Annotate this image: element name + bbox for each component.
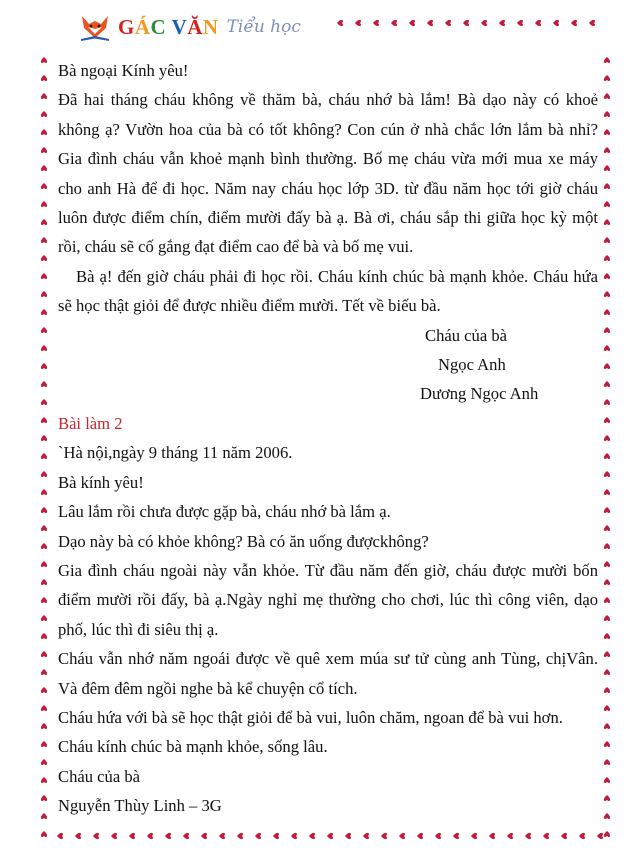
heart-border-mark [41, 291, 47, 297]
heart-border-mark [604, 255, 610, 261]
heart-border-mark [373, 20, 379, 26]
letter2-line-3: Gia đình cháu ngoài này vẫn khỏe. Từ đầu năm đến giờ, cháu được mười bốn điểm mười rồi đấy, bà ạ.Ngày nghỉ mẹ thường cho chơi, lúc thì công viên, dạo phố, lúc thì đi siêu thị ạ. [58, 560, 598, 639]
heart-border-mark [471, 833, 477, 839]
heart-border-mark [604, 183, 610, 189]
section-heading: Bài làm 2 [58, 413, 123, 433]
heart-border-mark [41, 489, 47, 495]
heart-border-mark [604, 345, 610, 351]
heart-border-mark [604, 723, 610, 729]
heart-border-mark [553, 20, 559, 26]
heart-border-mark [579, 833, 585, 839]
heart-border-mark [41, 579, 47, 585]
heart-border-mark [41, 399, 47, 405]
heart-border-mark [604, 111, 610, 117]
heart-border-mark [41, 777, 47, 783]
heart-border-mark [41, 543, 47, 549]
heart-border-mark [41, 813, 47, 819]
heart-border-mark [604, 201, 610, 207]
heart-border-mark [345, 833, 351, 839]
letter1-sign-line-2: Ngọc Anh [438, 355, 506, 375]
heart-border-mark [41, 237, 47, 243]
heart-border-mark [604, 597, 610, 603]
heart-border-mark [41, 507, 47, 513]
heart-border-mark [41, 327, 47, 333]
heart-border-mark [165, 833, 171, 839]
heart-border-mark [41, 201, 47, 207]
heart-border-mark [41, 111, 47, 117]
heart-border-mark [417, 833, 423, 839]
heart-border-mark [604, 57, 610, 63]
heart-border-mark [481, 20, 487, 26]
heart-border-mark [41, 381, 47, 387]
heart-border-mark [93, 833, 99, 839]
heart-border-mark [41, 165, 47, 171]
heart-border-mark [604, 741, 610, 747]
heart-border-mark [604, 327, 610, 333]
heart-border-mark [41, 93, 47, 99]
letter2-salutation: Bà kính yêu! [58, 472, 144, 492]
heart-border-mark [255, 833, 261, 839]
heart-border-mark [427, 20, 433, 26]
heart-border-mark [561, 833, 567, 839]
heart-border-mark [409, 20, 415, 26]
heart-border-mark [589, 20, 595, 26]
heart-border-mark [604, 147, 610, 153]
heart-border-mark [445, 20, 451, 26]
heart-border-mark [41, 309, 47, 315]
heart-border-mark [291, 833, 297, 839]
heart-border-mark [273, 833, 279, 839]
letter2-line-5: Cháu hứa với bà sẽ học thật giỏi để bà vui, luôn chăm, ngoan để bà vui hơn. [58, 707, 563, 727]
heart-border-mark [435, 833, 441, 839]
heart-border-mark [604, 273, 610, 279]
brand-name: GÁC VĂN [118, 14, 219, 39]
heart-border-mark [41, 363, 47, 369]
letter1-paragraph-1: Đã hai tháng cháu không về thăm bà, cháu nhớ bà lắm! Bà dạo này có khoẻ không ạ? Vườn hoa của bà có tốt không? Con cún ở nhà chắc lớn lắm bà nhỉ? Gia đình cháu vẫn khoẻ mạnh bình thường. Bố mẹ cháu vừa mới mua xe máy cho anh Hà để đi học. Năm nay cháu học lớp 3D. từ đầu năm học tới giờ cháu luôn được điểm chín, điểm mười đấy bà ạ. Bà ơi, cháu sắp thi giữa học kỳ một rồi, cháu sẽ cố gắng đạt điểm cao để bà và bố mẹ vui. [58, 90, 598, 257]
heart-border-mark [363, 833, 369, 839]
heart-border-mark [41, 669, 47, 675]
heart-border-mark [399, 833, 405, 839]
heart-border-mark [604, 219, 610, 225]
heart-border-mark [41, 183, 47, 189]
letter2-sign-line-1: Cháu của bà [58, 766, 141, 786]
letter2-date: `Hà nội,ngày 9 tháng 11 năm 2006. [58, 443, 293, 463]
heart-border-mark [355, 20, 361, 26]
heart-border-mark [604, 795, 610, 801]
letter2-line-6: Cháu kính chúc bà mạnh khỏe, sống lâu. [58, 737, 328, 757]
heart-border-mark [604, 399, 610, 405]
heart-border-mark [75, 833, 81, 839]
heart-border-mark [41, 723, 47, 729]
heart-border-mark [604, 561, 610, 567]
heart-border-mark [604, 813, 610, 819]
heart-border-mark [41, 129, 47, 135]
heart-border-mark [604, 417, 610, 423]
heart-border-mark [604, 309, 610, 315]
heart-border-mark [337, 20, 343, 26]
letter1-salutation: Bà ngoại Kính yêu! [58, 61, 189, 80]
heart-border-mark [604, 651, 610, 657]
heart-border-mark [604, 507, 610, 513]
heart-border-mark [604, 363, 610, 369]
letter2-line-1: Lâu lắm rồi chưa được gặp bà, cháu nhớ bà lắm ạ. [58, 502, 391, 522]
heart-border-mark [604, 237, 610, 243]
heart-border-mark [507, 833, 513, 839]
heart-border-mark [604, 291, 610, 297]
heart-border-mark [41, 651, 47, 657]
heart-border-mark [604, 129, 610, 135]
heart-border-mark [41, 831, 47, 837]
heart-border-mark [604, 615, 610, 621]
heart-border-mark [57, 833, 63, 839]
heart-border-mark [604, 453, 610, 459]
heart-border-mark [237, 833, 243, 839]
heart-border-mark [453, 833, 459, 839]
heart-border-mark [41, 705, 47, 711]
letter2-line-2: Dạo này bà có khỏe không? Bà có ăn uống đượckhông? [58, 531, 429, 551]
document-body [58, 56, 598, 821]
heart-border-mark [219, 833, 225, 839]
heart-border-mark [604, 687, 610, 693]
heart-border-mark [41, 255, 47, 261]
heart-border-mark [604, 633, 610, 639]
letter1-sign-line-3: Dương Ngọc Anh [420, 384, 539, 404]
heart-border-mark [41, 561, 47, 567]
heart-border-mark [41, 471, 47, 477]
heart-border-mark [543, 833, 549, 839]
letter1-paragraph-2: Bà ạ! đến giờ cháu phải đi học rồi. Cháu kính chúc bà mạnh khỏe. Cháu hứa sẽ học thật giỏi để được nhiều điểm mười. Tết về biếu bà. [58, 266, 598, 316]
heart-border-mark [309, 833, 315, 839]
heart-border-mark [41, 687, 47, 693]
heart-border-mark [604, 75, 610, 81]
heart-border-mark [391, 20, 397, 26]
heart-border-mark [604, 489, 610, 495]
heart-border-mark [129, 833, 135, 839]
heart-border-mark [604, 525, 610, 531]
brand-subtitle: Tiểu học [226, 17, 301, 37]
heart-border-mark [327, 833, 333, 839]
heart-border-mark [41, 147, 47, 153]
heart-border-mark [604, 435, 610, 441]
heart-border-mark [41, 435, 47, 441]
heart-border-mark [604, 165, 610, 171]
heart-border-mark [604, 831, 610, 837]
heart-border-mark [41, 597, 47, 603]
letter2-sign-line-2: Nguyễn Thùy Linh – 3G [58, 796, 222, 816]
fox-book-icon [78, 12, 112, 42]
heart-border-mark [41, 219, 47, 225]
letter1-sign-line-1: Cháu của bà [425, 325, 508, 345]
heart-border-mark [41, 759, 47, 765]
heart-border-mark [604, 93, 610, 99]
heart-border-mark [41, 345, 47, 351]
heart-border-mark [41, 417, 47, 423]
letter2-line-4: Cháu vẫn nhớ năm ngoái được về quê xem múa sư tử cùng anh Tùng, chịVân. Và đêm đêm ngồi nghe bà kể chuyện cổ tích. [58, 649, 598, 698]
heart-border-mark [604, 669, 610, 675]
heart-border-mark [41, 453, 47, 459]
heart-border-mark [525, 833, 531, 839]
heart-border-mark [41, 633, 47, 639]
heart-border-mark [604, 705, 610, 711]
heart-border-mark [147, 833, 153, 839]
heart-border-mark [381, 833, 387, 839]
heart-border-mark [499, 20, 505, 26]
heart-border-mark [604, 777, 610, 783]
heart-border-mark [604, 381, 610, 387]
heart-border-mark [41, 615, 47, 621]
heart-border-mark [604, 759, 610, 765]
heart-border-mark [517, 20, 523, 26]
heart-border-mark [201, 833, 207, 839]
brand-header [78, 10, 301, 44]
heart-border-mark [571, 20, 577, 26]
heart-border-mark [41, 741, 47, 747]
heart-border-mark [604, 543, 610, 549]
heart-border-mark [597, 833, 603, 839]
heart-border-mark [489, 833, 495, 839]
heart-border-mark [41, 795, 47, 801]
heart-border-mark [41, 57, 47, 63]
heart-border-mark [535, 20, 541, 26]
heart-border-mark [41, 525, 47, 531]
heart-border-mark [604, 579, 610, 585]
heart-border-mark [604, 471, 610, 477]
heart-border-mark [463, 20, 469, 26]
heart-border-mark [41, 273, 47, 279]
heart-border-mark [111, 833, 117, 839]
heart-border-mark [183, 833, 189, 839]
heart-border-mark [41, 75, 47, 81]
